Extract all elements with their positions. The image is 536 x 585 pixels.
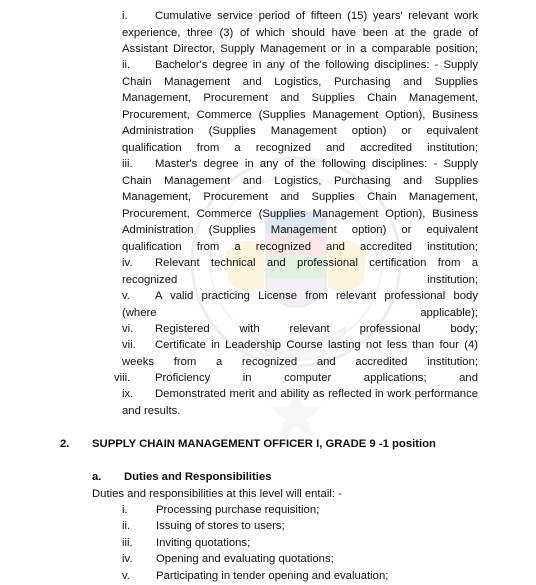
requirement-text: Proficiency in computer applications; and — [155, 372, 478, 384]
requirement-number: ix. — [122, 388, 134, 400]
requirement-text: A valid practicing License from relevant professional body (where applicable); — [122, 290, 478, 319]
section-number: 2. — [60, 438, 70, 450]
requirement-number: ii. — [122, 59, 131, 71]
requirement-number: iii. — [122, 158, 133, 170]
duty-number: iii. — [122, 537, 133, 549]
subsection-intro: Duties and responsibilities at this level will entail: - — [92, 488, 342, 500]
requirement-text: Relevant technical and professional certification from a recognized institution; — [122, 257, 478, 286]
requirement-text: Bachelor's degree in any of the following disciplines: - Supply Chain Management and Logistics, Purchasing and Supplies Management, Procurement and Supplies Chain Management, Procurement, Commerce (Supplies Management Option), Business Administration (Supplies Management option) or equivalent qualification from a recognized and accredited institution; — [122, 59, 478, 154]
requirement-number: vi. — [122, 323, 134, 335]
duty-text: Inviting quotations; — [156, 537, 251, 549]
requirement-text: Demonstrated merit and ability as reflected in work performance and results. — [122, 388, 478, 417]
duty-number: ii. — [122, 520, 131, 532]
requirement-text: Certificate in Leadership Course lasting not less than four (4) weeks from a recognized and accredited institution; — [122, 339, 478, 368]
duty-number: v. — [122, 570, 130, 582]
subsection-number: a. — [92, 471, 102, 483]
requirement-number: iv. — [122, 257, 133, 269]
duty-number: i. — [122, 504, 128, 516]
subsection-heading: Duties and Responsibilities — [124, 471, 272, 483]
requirement-item — [122, 386, 478, 419]
duty-text: Opening and evaluating quotations; — [156, 553, 334, 565]
requirement-number: i. — [122, 10, 128, 22]
duty-text: Processing purchase requisition; — [156, 504, 320, 516]
requirement-text: Master's degree in any of the following disciplines: - Supply Chain Management and Logistics, Purchasing and Supplies Management, Procurement and Supplies Chain Management, Procurement, Commerce (Supplies Management Option), Business Administration (Supplies Management option) or equivalent qualification from a recognized and accredited institution; — [122, 158, 478, 253]
duty-text: Issuing of stores to users; — [156, 520, 285, 532]
section-heading: SUPPLY CHAIN MANAGEMENT OFFICER I, GRADE 9 -1 position — [92, 438, 436, 450]
duty-number: iv. — [122, 553, 133, 565]
requirement-text: Cumulative service period of fifteen (15) years' relevant work experience, three (3) of which should have been at the grade of Assistant Director, Supply Management or in a comparable position; — [122, 10, 478, 55]
requirement-number: v. — [122, 290, 130, 302]
duty-text: Participating in tender opening and evaluation; — [156, 570, 389, 582]
requirement-text: Registered with relevant professional body; — [155, 323, 478, 335]
requirement-number: vii. — [122, 339, 136, 351]
requirement-number: viii. — [114, 372, 131, 384]
